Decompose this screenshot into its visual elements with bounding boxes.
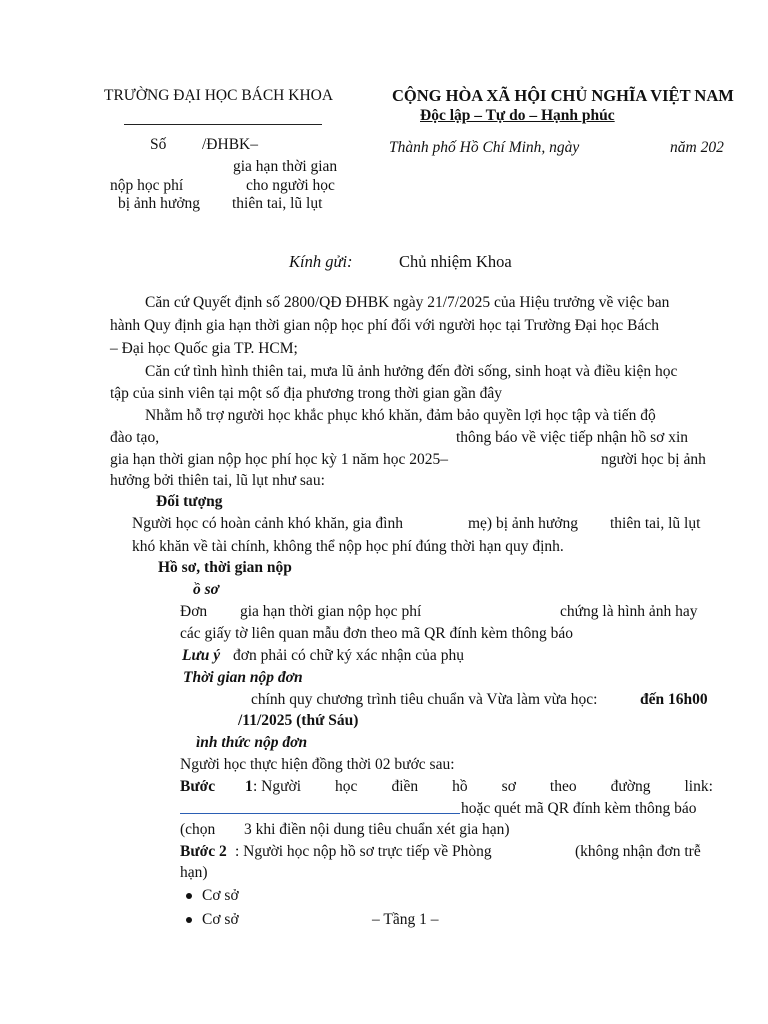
step1-label: Bước	[180, 778, 216, 795]
subject-line-1: gia hạn thời gian	[233, 158, 338, 175]
step1-word: hồ	[452, 778, 468, 795]
section2-a-line1a: Đơn	[180, 603, 208, 620]
section1-line1c: thiên tai, lũ lụt	[610, 515, 701, 532]
intro-p3-line2b: thông báo về việc tiếp nhận hồ sơ xin	[456, 429, 689, 446]
intro-p2-line1: Căn cứ tình hình thiên tai, mưa lũ ảnh hưởng đến đời sống, sinh hoạt và điều kiện học	[145, 363, 678, 380]
section1-title: Đối tượng	[156, 493, 223, 510]
section1-line1a: Người học có hoàn cảnh khó khăn, gia đình	[132, 515, 403, 532]
section2-sub-b: Thời gian nộp đơn	[183, 669, 303, 686]
note-label: Lưu ý	[182, 647, 221, 664]
intro-p3-line4: hưởng bởi thiên tai, lũ lụt như sau:	[110, 472, 325, 489]
intro-p1-line1: Căn cứ Quyết định số 2800/QĐ ĐHBK ngày 21/7/2025 của Hiệu trưởng về việc ban	[145, 294, 670, 311]
year: năm 202	[670, 139, 724, 156]
intro-p3-line2a: đào tạo,	[110, 429, 160, 446]
step1-word: theo	[549, 778, 577, 795]
section2-a-line1c: chứng là hình ảnh hay	[560, 603, 698, 620]
section2-a-line2: các giấy tờ liên quan mẫu đơn theo mã QR đính kèm thông báo	[180, 625, 574, 642]
bullet1-text: Cơ sở	[202, 887, 239, 904]
bullet-icon	[186, 893, 192, 899]
republic-title: CỘNG HÒA XÃ HỘI CHỦ NGHĨA VIỆT NAM	[392, 86, 734, 105]
intro-p3-line1: Nhằm hỗ trợ người học khắc phục khó khăn, đảm bảo quyền lợi học tập và tiến độ	[145, 407, 656, 424]
recipient-name: Chủ nhiệm Khoa	[399, 252, 512, 271]
step1-number: 1	[245, 778, 253, 795]
step2-text: : Người học nộp hồ sơ trực tiếp về Phòng	[235, 843, 492, 860]
section2-a-line1b: gia hạn thời gian nộp học phí	[240, 603, 422, 620]
note-text: đơn phải có chữ ký xác nhận của phụ	[233, 647, 464, 664]
motto: Độc lập – Tự do – Hạnh phúc	[420, 107, 615, 124]
step1-word: link:	[684, 778, 713, 795]
step1-words	[253, 777, 713, 797]
intro-p2-line2: tập của sinh viên tại một số địa phương trong thời gian gần đây	[110, 385, 502, 402]
subject-line-2a: nộp học phí	[110, 177, 184, 194]
form-link[interactable]	[180, 813, 460, 814]
section2-sub-a: ồ sơ	[193, 581, 219, 598]
recipient-label: Kính gửi:	[289, 252, 353, 271]
school-name: TRƯỜNG ĐẠI HỌC BÁCH KHOA	[104, 87, 334, 104]
step1-line3a: (chọn	[180, 821, 216, 838]
doc-code: /ĐHBK–	[202, 136, 258, 153]
step2-text-b: (không nhận đơn trễ	[575, 843, 701, 860]
step2-line2: hạn)	[180, 864, 208, 881]
section2-c-line1: Người học thực hiện đồng thời 02 bước sau:	[180, 756, 455, 773]
intro-p3-line3b: người học bị ảnh	[601, 451, 706, 468]
section1-line2: khó khăn về tài chính, không thể nộp học phí đúng thời hạn quy định.	[132, 538, 564, 555]
section2-b-line2: /11/2025 (thứ Sáu)	[238, 712, 359, 729]
section1-line1b: mẹ) bị ảnh hưởng	[468, 515, 579, 532]
step1-word: : Người	[253, 778, 302, 795]
step1-line2: hoặc quét mã QR đính kèm thông báo	[461, 800, 697, 817]
subject-line-3b: thiên tai, lũ lụt	[232, 195, 323, 212]
step1-line3b: 3 khi điền nội dung tiêu chuẩn xét gia hạn)	[244, 821, 510, 838]
doc-number-label: Số	[150, 136, 167, 153]
school-underline	[124, 124, 322, 125]
section2-title: Hồ sơ, thời gian nộp	[158, 559, 292, 576]
step1-word: sơ	[501, 778, 516, 795]
subject-line-3a: bị ảnh hưởng	[118, 195, 201, 212]
step1-word: điền	[391, 778, 419, 795]
step1-word: đường	[610, 778, 651, 795]
intro-p1-line3: – Đại học Quốc gia TP. HCM;	[110, 340, 298, 357]
section2-sub-c: ình thức nộp đơn	[196, 734, 308, 751]
bullet2-text: Cơ sở	[202, 911, 239, 928]
intro-p1-line2: hành Quy định gia hạn thời gian nộp học phí đối với người học tại Trường Đại học Bách	[110, 317, 659, 334]
bullet-icon	[186, 917, 192, 923]
place-date: Thành phố Hồ Chí Minh, ngày	[389, 139, 580, 156]
step1-word: học	[335, 778, 358, 795]
intro-p3-line3a: gia hạn thời gian nộp học phí học kỳ 1 năm học 2025–	[110, 451, 448, 468]
section2-b-deadline: đến 16h00	[640, 691, 708, 708]
step2-label: Bước 2	[180, 843, 227, 860]
subject-line-2b: cho người học	[246, 177, 335, 194]
section2-b-line1: chính quy chương trình tiêu chuẩn và Vừa làm vừa học:	[251, 691, 598, 708]
bullet2-text-b: – Tầng 1 –	[372, 911, 439, 928]
